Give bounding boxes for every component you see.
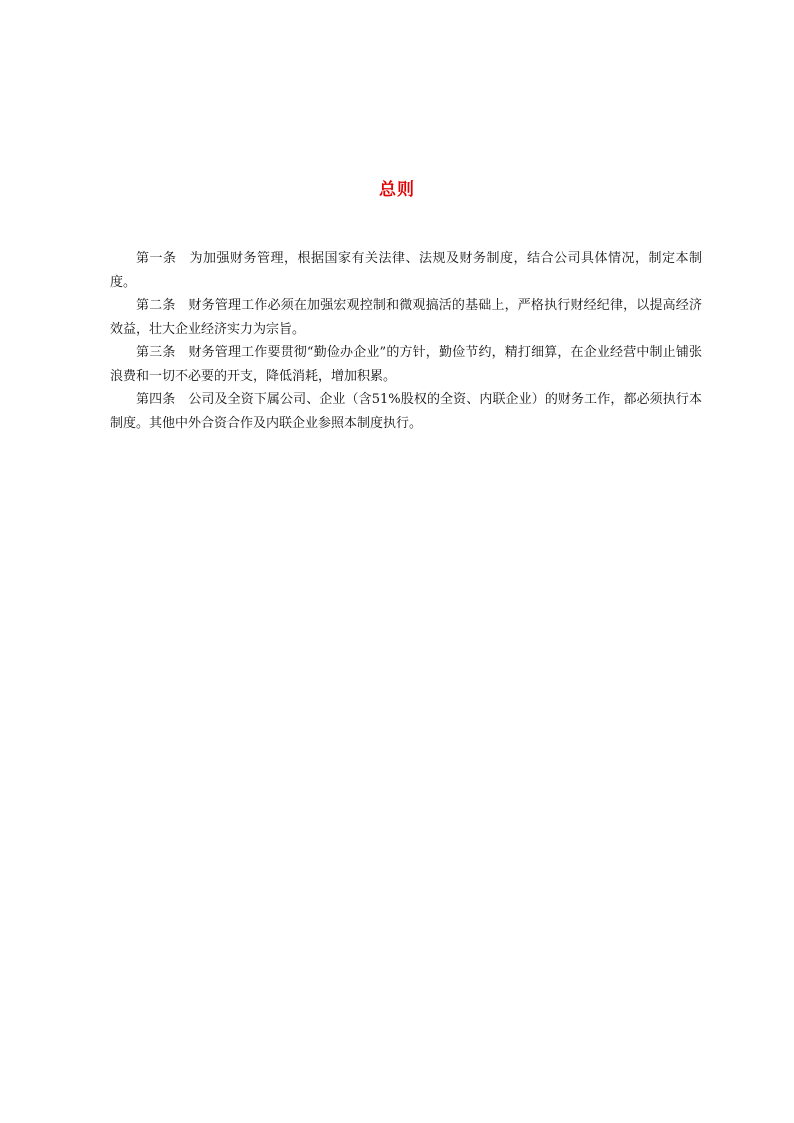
article-number: 第一条 <box>136 251 177 266</box>
article-number: 第二条 <box>136 298 176 313</box>
page-title: 总则 <box>379 180 415 200</box>
article-2 <box>110 294 702 341</box>
article-4 <box>110 388 702 435</box>
article-text: 为加强财务管理，根据国家有关法律、法规及财务制度，结合公司具体情况，制定本制度。 <box>110 251 702 290</box>
article-text: 财务管理工作要贯彻“勤俭办企业”的方针，勤俭节约，精打细算，在企业经营中制止铺张浪费和一切不必要的开支，降低消耗，增加积累。 <box>110 345 702 384</box>
article-1 <box>110 247 702 294</box>
article-text: 公司及全资下属公司、企业（含51%股权的全资、内联企业）的财务工作，都必须执行本制度。其他中外合资合作及内联企业参照本制度执行。 <box>110 392 702 431</box>
article-3 <box>110 341 702 388</box>
article-text: 财务管理工作必须在加强宏观控制和微观搞活的基础上，严格执行财经纪律，以提高经济效益，壮大企业经济实力为宗旨。 <box>110 298 702 337</box>
article-number: 第四条 <box>136 392 176 407</box>
article-number: 第三条 <box>136 345 176 360</box>
document-body <box>110 247 702 435</box>
